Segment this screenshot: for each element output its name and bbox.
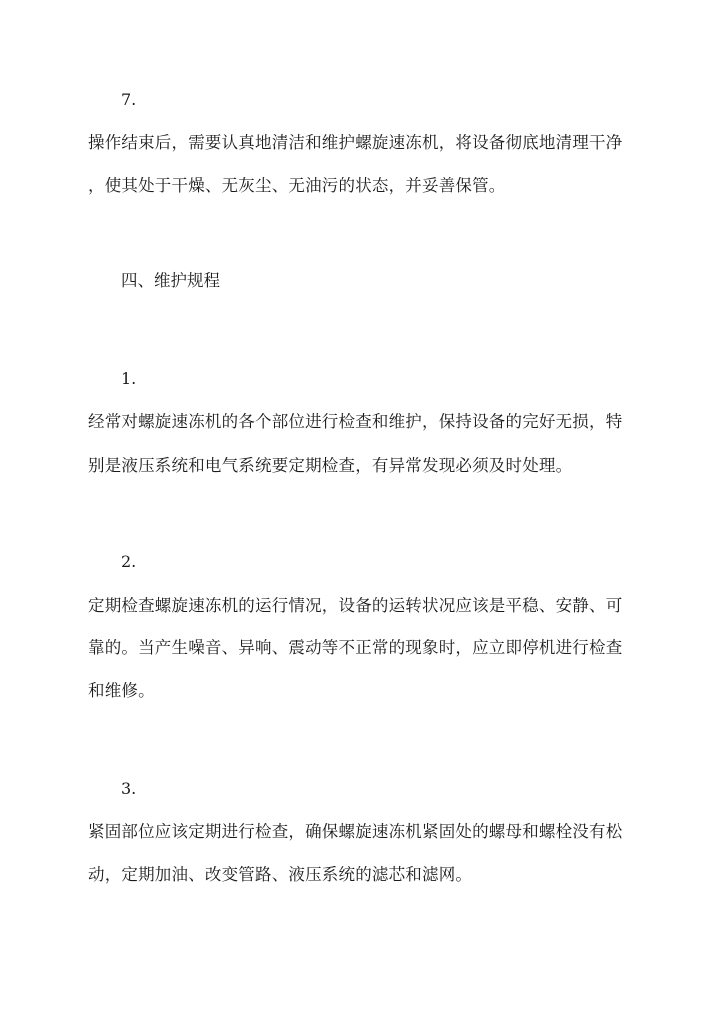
section-number: 7. bbox=[121, 90, 137, 109]
section-heading: 四、维护规程 bbox=[121, 271, 220, 290]
paragraph-line: 经常对螺旋速冻机的各个部位进行检查和维护，保持设备的完好无损，特 bbox=[88, 412, 623, 431]
paragraph-line: 别是液压系统和电气系统要定期检查，有异常发现必须及时处理。 bbox=[88, 456, 573, 475]
paragraph-line: 和维修。 bbox=[88, 681, 155, 700]
item-number: 1. bbox=[121, 369, 137, 388]
paragraph-line: 定期检查螺旋速冻机的运行情况，设备的运转状况应该是平稳、安静、可 bbox=[88, 596, 623, 615]
item-number: 3. bbox=[121, 779, 137, 798]
paragraph-line: ，使其处于干燥、无灰尘、无油污的状态，并妥善保管。 bbox=[88, 176, 506, 195]
paragraph-line: 靠的。当产生噪音、异响、震动等不正常的现象时，应立即停机进行检查 bbox=[88, 638, 623, 657]
paragraph-line: 操作结束后，需要认真地清洁和维护螺旋速冻机，将设备彻底地清理干净 bbox=[88, 133, 623, 152]
paragraph-line: 紧固部位应该定期进行检查，确保螺旋速冻机紧固处的螺母和螺栓没有松 bbox=[88, 822, 623, 841]
paragraph-line: 动，定期加油、改变管路、液压系统的滤芯和滤网。 bbox=[88, 865, 473, 884]
item-number: 2. bbox=[121, 552, 137, 571]
